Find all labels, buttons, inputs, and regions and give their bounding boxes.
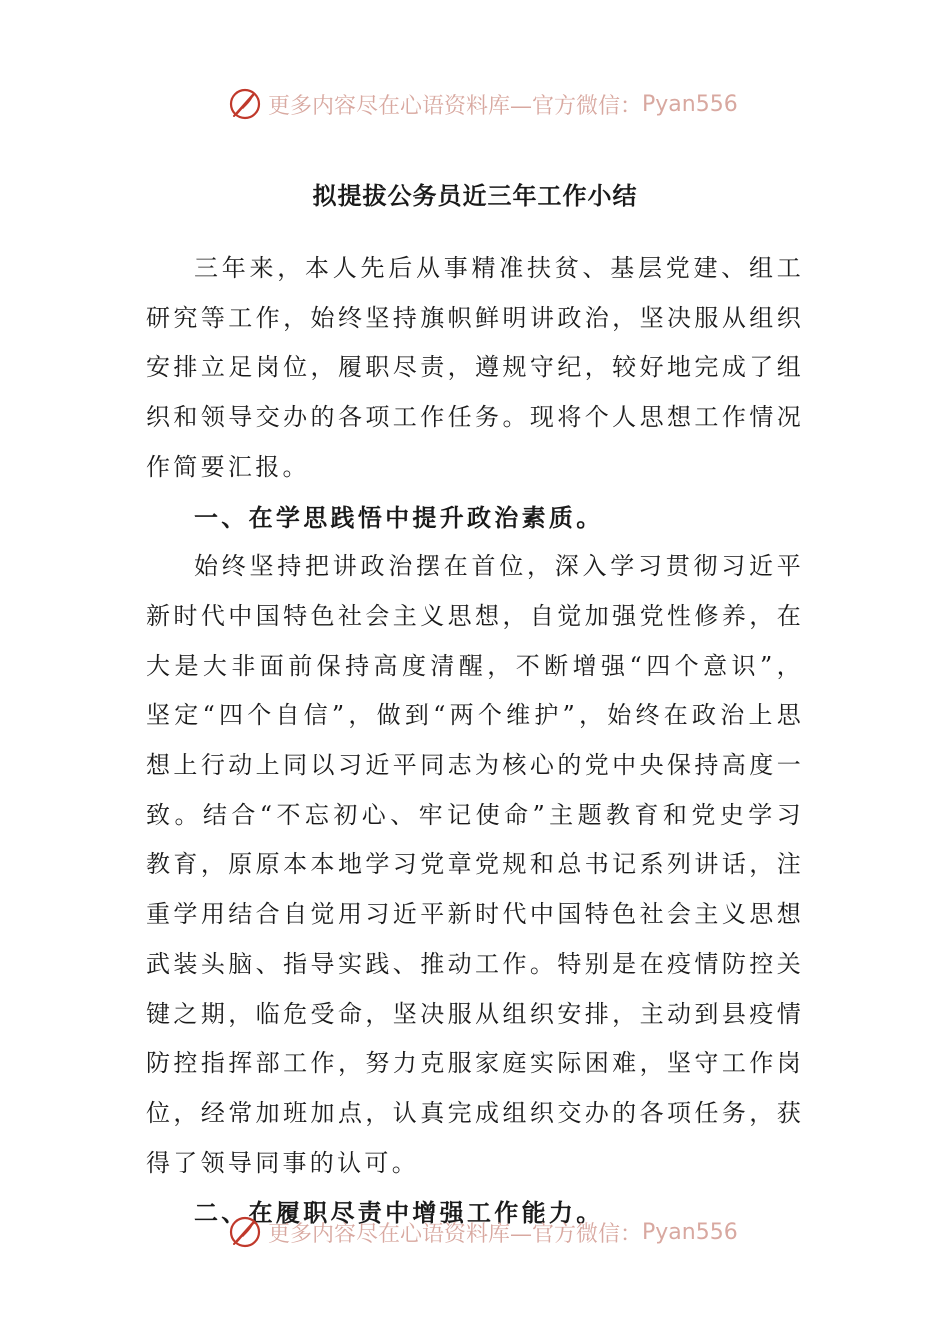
paragraph-intro: 三年来，本人先后从事精准扶贫、基层党建、组工研究等工作，始终坚持旗帜鲜明讲政治，坚决服从组织安排立足岗位，履职尽责，遵规守纪，较好地完成了组织和领导交办的各项工作任务。现将个人思想工作情况作简要汇报。 bbox=[146, 254, 804, 481]
quill-logo-icon bbox=[228, 1215, 262, 1249]
section-heading-2: 二、在履职尽责中增强工作能力。 bbox=[194, 1198, 604, 1228]
paragraph-political-quality: 始终坚持把讲政治摆在首位，深入学习贯彻习近平新时代中国特色社会主义思想，自觉加强党性修养，在大是大非面前保持高度清醒，不断增强“四个意识”，坚定“四个自信”，做到“两个维护”，始终在政治上思想上行动上同以习近平同志为核心的党中央保持高度一致。结合“不忘初心、牢记使命”主题教育和党史学习教育，原原本本地学习党章党规和总书记系列讲话，注重学用结合自觉用习近平新时代中国特色社会主义思想武装头脑、指导实践、推动工作。特别是在疫情防控关键之期，临危受命，坚决服从组织安排，主动到县疫情防控指挥部工作，努力克服家庭实际困难，坚守工作岗位，经常加班加点，认真完成组织交办的各项任务，获得了领导同事的认可。 bbox=[146, 552, 804, 1177]
watermark-banner-bottom bbox=[228, 1212, 748, 1252]
document-title: 拟提拔公务员近三年工作小结 bbox=[312, 181, 638, 210]
watermark-wechat-id: Pyan556 bbox=[642, 1219, 738, 1245]
section-heading-1: 一、在学思践悟中提升政治素质。 bbox=[194, 502, 604, 532]
quill-logo-icon bbox=[228, 87, 262, 121]
watermark-wechat-id: Pyan556 bbox=[642, 91, 738, 117]
watermark-tagline: 更多内容尽在心语资料库—官方微信： bbox=[268, 1221, 643, 1247]
watermark-tagline: 更多内容尽在心语资料库—官方微信： bbox=[268, 93, 643, 119]
document-body bbox=[146, 244, 804, 1238]
watermark-banner-top bbox=[228, 84, 748, 124]
